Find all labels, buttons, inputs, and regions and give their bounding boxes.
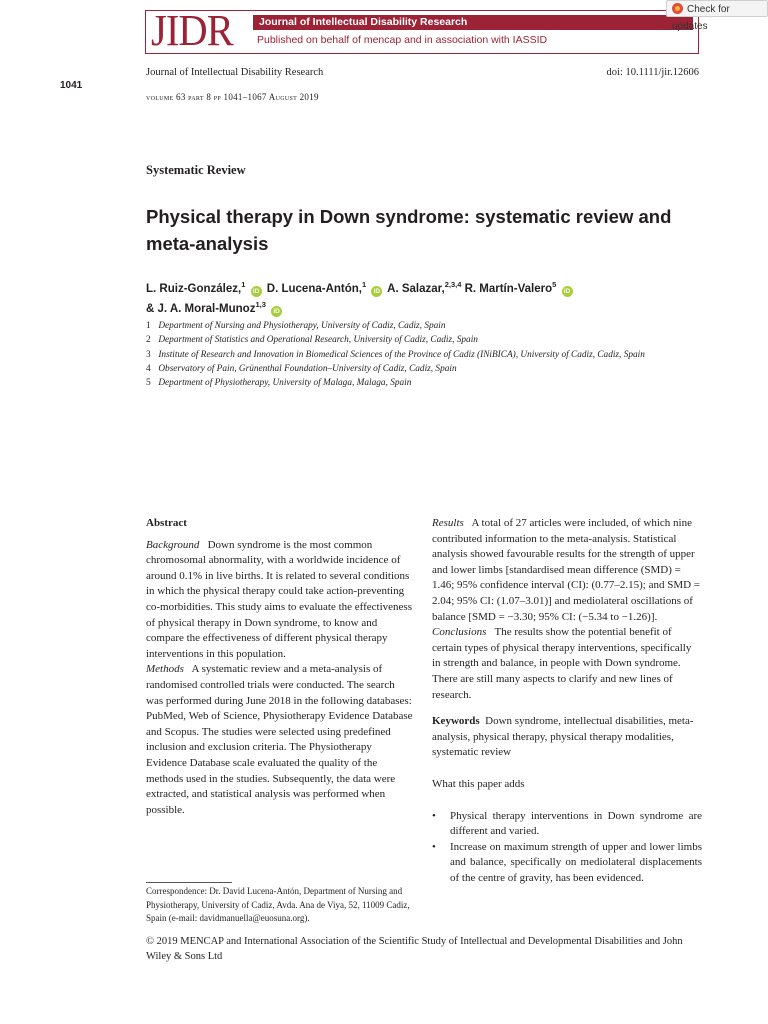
- orcid-icon[interactable]: iD: [251, 286, 262, 297]
- author-name[interactable]: L. Ruiz-González,: [146, 282, 242, 295]
- author-affil-sup: 1: [361, 280, 367, 289]
- orcid-icon[interactable]: iD: [562, 286, 573, 297]
- orcid-icon[interactable]: iD: [271, 306, 282, 317]
- abstract-conclusions: Conclusions The results show the potential benefit of certain types of physical therapy interventions, specifically in strength and balance, in people with Down syndrome. There are still many aspects to clarify and new lines of research.: [432, 626, 692, 701]
- check-for-updates-label: Check for updates: [672, 4, 730, 32]
- article-section: Systematic Review: [146, 163, 246, 177]
- affiliation-item: 5 Department of Physiotherapy, University of Malaga, Malaga, Spain: [146, 378, 412, 389]
- orcid-icon[interactable]: iD: [371, 286, 382, 297]
- abstract-results: Results A total of 27 articles were included, of which nine contributed information to the meta-analysis. Statistical analysis showed favourable results for the strength of upper and lower limbs [standardised mean difference (SMD) = 1.46; 95% confidence interval (CI): (0.77–2.15); and SMD = 2.04; 95% CI: (1.07–3.01)] and mediolateral oscillations of balance [SMD = −3.30; 95% CI: (−5.34 to −1.26)].: [432, 517, 701, 623]
- affiliation-item: 2 Department of Statistics and Operational Research, University of Cadiz, Cadiz, Spain: [146, 335, 478, 346]
- what-this-paper-adds-heading: What this paper adds: [432, 777, 525, 790]
- author-name[interactable]: R. Martín-Valero: [464, 282, 553, 295]
- affiliation-item: 4 Observatory of Pain, Grünenthal Foundation–University of Cadiz, Cadiz, Spain: [146, 363, 457, 374]
- author-affil-sup: 2,3,4: [444, 280, 462, 289]
- journal-logo: JIDR: [151, 6, 233, 55]
- footnote-divider: [146, 882, 232, 883]
- volume-info: volume 63 part 8 pp 1041–1067 August 2019: [146, 92, 319, 102]
- check-for-updates-button[interactable]: [666, 0, 768, 32]
- author-affil-sup: 1: [241, 280, 246, 289]
- author-list: [146, 277, 706, 317]
- affiliation-item: 3 Institute of Research and Innovation in Biomedical Sciences of the Province of Cadiz (INiBICA), University of Cadiz, Cadiz, Spain: [146, 349, 645, 360]
- affiliation-list: [146, 319, 716, 390]
- list-item: • Increase on maximum strength of upper and lower limbs and balance, specifically on mediolateral displacements of the centre of gravity, has been evidenced.: [432, 840, 702, 887]
- abstract-left-column: [146, 516, 414, 818]
- article-title: Physical therapy in Down syndrome: systematic review and meta-analysis: [146, 206, 672, 254]
- abstract-right-column: [432, 516, 702, 886]
- author-affil-sup: 1,3: [255, 299, 266, 309]
- adds-bullet-list: [432, 809, 702, 887]
- correspondence-note: Correspondence: Dr. David Lucena-Antón, Department of Nursing and Physiotherapy, University of Cadiz, Avda. Ana de Viya, 52, 11009 Cadiz, Spain (e-mail: davidmanuella@euosuna.org).: [146, 886, 410, 923]
- author-affil-sup: 5: [552, 280, 557, 289]
- author-name[interactable]: A. Salazar,: [387, 282, 445, 295]
- list-item: • Physical therapy interventions in Down syndrome are different and varied.: [432, 809, 702, 840]
- running-journal-name: Journal of Intellectual Disability Research: [146, 67, 324, 78]
- affiliation-item: 1 Department of Nursing and Physiotherapy, University of Cadiz, Cadiz, Spain: [146, 321, 446, 331]
- author-name[interactable]: D. Lucena-Antón,: [266, 282, 362, 295]
- keywords: Keywords Down syndrome, intellectual disabilities, meta-analysis, physical therapy, physical therapy modalities, systematic review: [432, 715, 694, 759]
- abstract-heading: Abstract: [146, 517, 187, 529]
- doi-link[interactable]: doi: 10.1111/jir.12606: [606, 67, 699, 78]
- abstract-methods: Methods A systematic review and a meta-analysis of randomised controlled trials were conducted. The search was performed during June 2018 in the following databases: PubMed, Web of Science, Physiotherapy Evidence Database and Scopus. The studies were selected using predefined inclusion and exclusion criteria. The Physiotherapy Evidence Database scale evaluated the quality of the methods used in the studies. Subsequently, the data were extracted, and statistical analysis was performed when possible.: [146, 663, 413, 816]
- author-name[interactable]: & J. A. Moral-Munoz: [146, 302, 256, 315]
- publisher-line: Published on behalf of mencap and in association with IASSID: [257, 34, 548, 46]
- page-number: 1041: [60, 80, 83, 91]
- journal-name-bar: Journal of Intellectual Disability Research: [253, 15, 693, 30]
- abstract-background: Background Down syndrome is the most common chromosomal abnormality, with a worldwide incidence of around 0.1% in live births. It is related to several conditions in which the physical therapy could take action-preventing co-morbidities. This study aims to evaluate the effectiveness of physical therapy in Down syndrome, to know and compare the effectiveness of different physical therapy interventions in this population.: [146, 538, 412, 660]
- copyright-notice: © 2019 MENCAP and International Association of the Scientific Study of Intellectual and Developmental Disabilities and John Wiley & Sons Ltd: [146, 936, 683, 962]
- crossmark-icon: [672, 3, 683, 14]
